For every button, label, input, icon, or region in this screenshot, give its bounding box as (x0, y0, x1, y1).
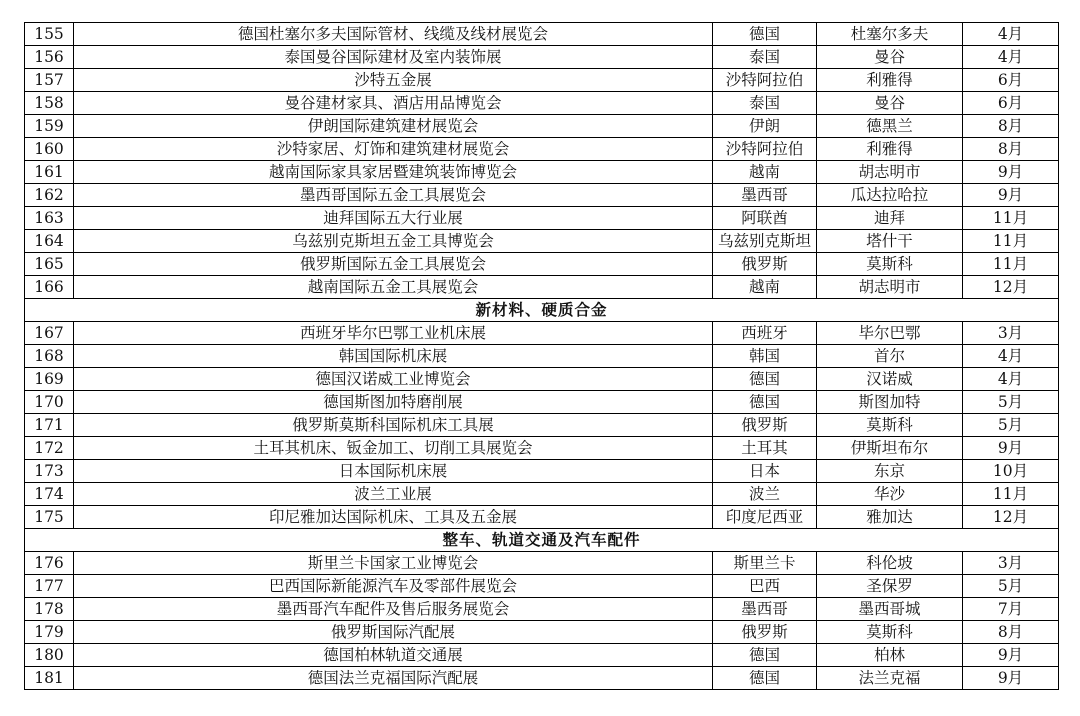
city-cell: 莫斯科 (817, 414, 963, 437)
row-number-cell: 159 (25, 115, 74, 138)
exhibition-name-cell: 德国杜塞尔多夫国际管材、线缆及线材展览会 (74, 23, 713, 46)
section-title: 新材料、硬质合金 (25, 299, 1059, 322)
row-number-cell: 169 (25, 368, 74, 391)
month-cell: 5月 (963, 414, 1059, 437)
row-number-cell: 173 (25, 460, 74, 483)
exhibition-table (24, 22, 1059, 690)
month-cell: 9月 (963, 667, 1059, 690)
month-cell: 7月 (963, 598, 1059, 621)
country-cell: 德国 (713, 667, 817, 690)
month-cell: 9月 (963, 644, 1059, 667)
city-cell: 瓜达拉哈拉 (817, 184, 963, 207)
month-cell: 9月 (963, 161, 1059, 184)
month-cell: 12月 (963, 276, 1059, 299)
month-cell: 10月 (963, 460, 1059, 483)
table-row (25, 322, 1059, 345)
city-cell: 雅加达 (817, 506, 963, 529)
exhibition-name-cell: 德国柏林轨道交通展 (74, 644, 713, 667)
city-cell: 曼谷 (817, 46, 963, 69)
city-cell: 莫斯科 (817, 253, 963, 276)
city-cell: 墨西哥城 (817, 598, 963, 621)
row-number-cell: 156 (25, 46, 74, 69)
table-row (25, 460, 1059, 483)
city-cell: 华沙 (817, 483, 963, 506)
exhibition-name-cell: 墨西哥国际五金工具展览会 (74, 184, 713, 207)
row-number-cell: 181 (25, 667, 74, 690)
exhibition-name-cell: 德国斯图加特磨削展 (74, 391, 713, 414)
table-row (25, 575, 1059, 598)
month-cell: 5月 (963, 575, 1059, 598)
country-cell: 阿联酋 (713, 207, 817, 230)
row-number-cell: 160 (25, 138, 74, 161)
country-cell: 韩国 (713, 345, 817, 368)
table-row (25, 138, 1059, 161)
table-row (25, 276, 1059, 299)
exhibition-name-cell: 德国法兰克福国际汽配展 (74, 667, 713, 690)
section-title: 整车、轨道交通及汽车配件 (25, 529, 1059, 552)
exhibition-name-cell: 沙特五金展 (74, 69, 713, 92)
row-number-cell: 167 (25, 322, 74, 345)
table-row (25, 414, 1059, 437)
row-number-cell: 165 (25, 253, 74, 276)
country-cell: 斯里兰卡 (713, 552, 817, 575)
exhibition-name-cell: 泰国曼谷国际建材及室内装饰展 (74, 46, 713, 69)
exhibition-name-cell: 乌兹别克斯坦五金工具博览会 (74, 230, 713, 253)
month-cell: 12月 (963, 506, 1059, 529)
month-cell: 11月 (963, 253, 1059, 276)
month-cell: 4月 (963, 46, 1059, 69)
city-cell: 杜塞尔多夫 (817, 23, 963, 46)
country-cell: 德国 (713, 368, 817, 391)
table-row (25, 207, 1059, 230)
table-row (25, 92, 1059, 115)
section-header-row (25, 299, 1059, 322)
month-cell: 11月 (963, 230, 1059, 253)
exhibition-name-cell: 俄罗斯国际五金工具展览会 (74, 253, 713, 276)
month-cell: 6月 (963, 92, 1059, 115)
month-cell: 4月 (963, 345, 1059, 368)
exhibition-name-cell: 巴西国际新能源汽车及零部件展览会 (74, 575, 713, 598)
city-cell: 斯图加特 (817, 391, 963, 414)
exhibition-name-cell: 印尼雅加达国际机床、工具及五金展 (74, 506, 713, 529)
table-row (25, 69, 1059, 92)
country-cell: 德国 (713, 23, 817, 46)
month-cell: 8月 (963, 621, 1059, 644)
row-number-cell: 161 (25, 161, 74, 184)
row-number-cell: 178 (25, 598, 74, 621)
month-cell: 11月 (963, 207, 1059, 230)
exhibition-name-cell: 俄罗斯莫斯科国际机床工具展 (74, 414, 713, 437)
row-number-cell: 176 (25, 552, 74, 575)
exhibition-name-cell: 越南国际五金工具展览会 (74, 276, 713, 299)
country-cell: 印度尼西亚 (713, 506, 817, 529)
table-row (25, 667, 1059, 690)
exhibition-name-cell: 迪拜国际五大行业展 (74, 207, 713, 230)
row-number-cell: 170 (25, 391, 74, 414)
exhibition-name-cell: 越南国际家具家居暨建筑装饰博览会 (74, 161, 713, 184)
city-cell: 法兰克福 (817, 667, 963, 690)
city-cell: 塔什干 (817, 230, 963, 253)
table-row (25, 46, 1059, 69)
table-row (25, 115, 1059, 138)
country-cell: 俄罗斯 (713, 253, 817, 276)
table-row (25, 621, 1059, 644)
row-number-cell: 162 (25, 184, 74, 207)
country-cell: 沙特阿拉伯 (713, 138, 817, 161)
month-cell: 5月 (963, 391, 1059, 414)
city-cell: 汉诺威 (817, 368, 963, 391)
row-number-cell: 174 (25, 483, 74, 506)
exhibition-name-cell: 日本国际机床展 (74, 460, 713, 483)
city-cell: 科伦坡 (817, 552, 963, 575)
table-row (25, 230, 1059, 253)
country-cell: 西班牙 (713, 322, 817, 345)
table-row (25, 391, 1059, 414)
table-row (25, 644, 1059, 667)
exhibition-name-cell: 沙特家居、灯饰和建筑建材展览会 (74, 138, 713, 161)
row-number-cell: 166 (25, 276, 74, 299)
exhibition-name-cell: 土耳其机床、钣金加工、切削工具展览会 (74, 437, 713, 460)
row-number-cell: 157 (25, 69, 74, 92)
city-cell: 首尔 (817, 345, 963, 368)
country-cell: 土耳其 (713, 437, 817, 460)
row-number-cell: 158 (25, 92, 74, 115)
country-cell: 越南 (713, 276, 817, 299)
table-row (25, 598, 1059, 621)
exhibition-name-cell: 德国汉诺威工业博览会 (74, 368, 713, 391)
country-cell: 泰国 (713, 46, 817, 69)
month-cell: 9月 (963, 184, 1059, 207)
exhibition-name-cell: 墨西哥汽车配件及售后服务展览会 (74, 598, 713, 621)
row-number-cell: 168 (25, 345, 74, 368)
country-cell: 德国 (713, 644, 817, 667)
country-cell: 墨西哥 (713, 598, 817, 621)
month-cell: 4月 (963, 368, 1059, 391)
country-cell: 墨西哥 (713, 184, 817, 207)
month-cell: 6月 (963, 69, 1059, 92)
exhibition-name-cell: 斯里兰卡国家工业博览会 (74, 552, 713, 575)
table-row (25, 23, 1059, 46)
month-cell: 3月 (963, 552, 1059, 575)
city-cell: 迪拜 (817, 207, 963, 230)
month-cell: 11月 (963, 483, 1059, 506)
city-cell: 胡志明市 (817, 161, 963, 184)
table-row (25, 552, 1059, 575)
row-number-cell: 163 (25, 207, 74, 230)
table-row (25, 184, 1059, 207)
row-number-cell: 177 (25, 575, 74, 598)
row-number-cell: 171 (25, 414, 74, 437)
month-cell: 9月 (963, 437, 1059, 460)
month-cell: 4月 (963, 23, 1059, 46)
country-cell: 越南 (713, 161, 817, 184)
city-cell: 伊斯坦布尔 (817, 437, 963, 460)
section-header-row (25, 529, 1059, 552)
city-cell: 利雅得 (817, 69, 963, 92)
exhibition-name-cell: 西班牙毕尔巴鄂工业机床展 (74, 322, 713, 345)
exhibition-name-cell: 曼谷建材家具、酒店用品博览会 (74, 92, 713, 115)
exhibition-name-cell: 韩国国际机床展 (74, 345, 713, 368)
exhibition-table-body (25, 23, 1059, 690)
city-cell: 毕尔巴鄂 (817, 322, 963, 345)
country-cell: 沙特阿拉伯 (713, 69, 817, 92)
row-number-cell: 180 (25, 644, 74, 667)
table-row (25, 506, 1059, 529)
country-cell: 日本 (713, 460, 817, 483)
country-cell: 波兰 (713, 483, 817, 506)
table-row (25, 345, 1059, 368)
table-row (25, 253, 1059, 276)
row-number-cell: 155 (25, 23, 74, 46)
city-cell: 莫斯科 (817, 621, 963, 644)
row-number-cell: 172 (25, 437, 74, 460)
month-cell: 8月 (963, 115, 1059, 138)
country-cell: 乌兹别克斯坦 (713, 230, 817, 253)
country-cell: 德国 (713, 391, 817, 414)
city-cell: 曼谷 (817, 92, 963, 115)
exhibition-name-cell: 伊朗国际建筑建材展览会 (74, 115, 713, 138)
table-row (25, 483, 1059, 506)
month-cell: 8月 (963, 138, 1059, 161)
row-number-cell: 179 (25, 621, 74, 644)
city-cell: 柏林 (817, 644, 963, 667)
row-number-cell: 164 (25, 230, 74, 253)
country-cell: 泰国 (713, 92, 817, 115)
city-cell: 利雅得 (817, 138, 963, 161)
country-cell: 俄罗斯 (713, 414, 817, 437)
city-cell: 德黑兰 (817, 115, 963, 138)
city-cell: 圣保罗 (817, 575, 963, 598)
country-cell: 俄罗斯 (713, 621, 817, 644)
row-number-cell: 175 (25, 506, 74, 529)
country-cell: 伊朗 (713, 115, 817, 138)
exhibition-name-cell: 波兰工业展 (74, 483, 713, 506)
exhibition-name-cell: 俄罗斯国际汽配展 (74, 621, 713, 644)
table-row (25, 161, 1059, 184)
table-row (25, 368, 1059, 391)
country-cell: 巴西 (713, 575, 817, 598)
city-cell: 东京 (817, 460, 963, 483)
month-cell: 3月 (963, 322, 1059, 345)
city-cell: 胡志明市 (817, 276, 963, 299)
table-row (25, 437, 1059, 460)
